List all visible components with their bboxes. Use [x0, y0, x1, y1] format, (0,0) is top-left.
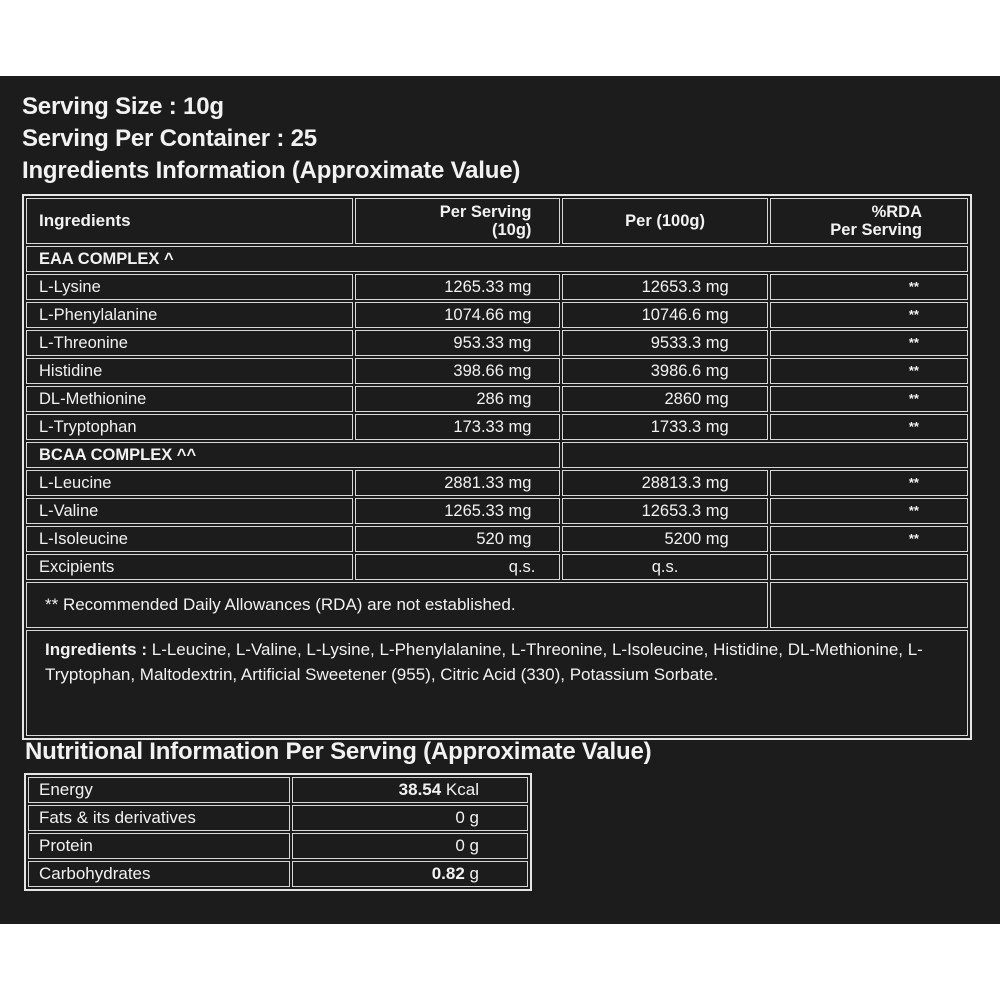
rda-value: **	[770, 302, 968, 328]
ingredient-name: L-Phenylalanine	[26, 302, 353, 328]
per-serving-value: 1265.33 mg	[355, 498, 560, 524]
rda-value: **	[770, 470, 968, 496]
group-label-bcaa: BCAA COMPLEX ^^	[26, 442, 560, 468]
rda-value: **	[770, 386, 968, 412]
ingredients-table	[22, 194, 972, 740]
nutrient-value-unit: g	[464, 808, 479, 827]
ingredients-list-row	[26, 630, 968, 736]
per-100g-value: 12653.3 mg	[562, 274, 767, 300]
group-row-bcaa	[26, 442, 968, 468]
ingredient-name: Excipients	[26, 554, 353, 580]
col-per-100g: Per (100g)	[562, 198, 767, 244]
per-serving-value: 2881.33 mg	[355, 470, 560, 496]
table-header-row	[26, 198, 968, 244]
col-per-serving	[355, 198, 560, 244]
per-100g-value: 5200 mg	[562, 526, 767, 552]
serving-per-container: Serving Per Container : 25	[22, 125, 317, 152]
ingredient-name: DL-Methionine	[26, 386, 353, 412]
rda-value-empty	[770, 554, 968, 580]
per-100g-value: 1733.3 mg	[562, 414, 767, 440]
per-100g-value: 28813.3 mg	[562, 470, 767, 496]
rda-value: **	[770, 414, 968, 440]
note-row	[26, 582, 968, 628]
table-row	[26, 330, 968, 356]
table-row	[26, 302, 968, 328]
rda-value: **	[770, 274, 968, 300]
table-row	[28, 805, 528, 831]
col-ingredients: Ingredients	[26, 198, 353, 244]
table-row	[26, 274, 968, 300]
per-serving-value: 173.33 mg	[355, 414, 560, 440]
ingredient-name: L-Leucine	[26, 470, 353, 496]
nutrient-value-number: 38.54	[398, 780, 442, 799]
table-row	[26, 526, 968, 552]
nutrient-value	[292, 805, 528, 831]
nutrient-name: Protein	[28, 833, 290, 859]
table-row	[26, 386, 968, 412]
per-serving-value: 1265.33 mg	[355, 274, 560, 300]
table-row	[28, 833, 528, 859]
nutrient-value-number: 0	[455, 836, 465, 855]
ingredient-name: L-Tryptophan	[26, 414, 353, 440]
per-serving-value: 953.33 mg	[355, 330, 560, 356]
rda-value: **	[770, 526, 968, 552]
col-rda-line1: %RDA	[871, 203, 922, 221]
nutrient-value-unit: Kcal	[441, 780, 479, 799]
nutrition-table	[24, 773, 532, 891]
ingredient-name: Histidine	[26, 358, 353, 384]
per-100g-value: 2860 mg	[562, 386, 767, 412]
per-100g-value: 12653.3 mg	[562, 498, 767, 524]
rda-value: **	[770, 358, 968, 384]
group-row-empty-cell	[562, 442, 968, 468]
table-row	[28, 861, 528, 887]
table-row	[26, 414, 968, 440]
ingredients-list-text: L-Leucine, L-Valine, L-Lysine, L-Phenylalanine, L-Threonine, L-Isoleucine, Histidine, DL-Methionine, L-Tryptophan, Maltodextrin, Artificial Sweetener (955), Citric Acid (330), Potassium Sorbate.	[45, 640, 923, 684]
table-row-excipients	[26, 554, 968, 580]
per-serving-value: q.s.	[355, 554, 560, 580]
nutrient-value	[292, 861, 528, 887]
nutrient-value	[292, 833, 528, 859]
per-serving-value: 286 mg	[355, 386, 560, 412]
table-row	[26, 358, 968, 384]
serving-size: Serving Size : 10g	[22, 93, 224, 120]
table-row	[26, 470, 968, 496]
per-100g-value: 3986.6 mg	[562, 358, 767, 384]
nutrient-name: Energy	[28, 777, 290, 803]
per-100g-value: 9533.3 mg	[562, 330, 767, 356]
nutrition-title: Nutritional Information Per Serving (Approximate Value)	[25, 738, 652, 765]
per-serving-value: 1074.66 mg	[355, 302, 560, 328]
col-rda-line2: Per Serving	[830, 221, 922, 239]
nutrient-value-unit: g	[464, 864, 479, 883]
ingredient-name: L-Lysine	[26, 274, 353, 300]
group-label-eaa: EAA COMPLEX ^	[26, 246, 968, 272]
ingredients-list	[26, 630, 968, 736]
ingredient-name: L-Valine	[26, 498, 353, 524]
ingredient-name: L-Threonine	[26, 330, 353, 356]
nutrient-value-number: 0	[455, 808, 465, 827]
note-empty-cell	[770, 582, 968, 628]
ingredient-name: L-Isoleucine	[26, 526, 353, 552]
per-100g-value: q.s.	[562, 554, 767, 580]
table-row	[28, 777, 528, 803]
nutrient-value-unit: g	[464, 836, 479, 855]
nutrient-value-number: 0.82	[431, 864, 465, 883]
col-per-serving-line2: (10g)	[491, 221, 532, 239]
per-100g-value: 10746.6 mg	[562, 302, 767, 328]
col-per-serving-line1: Per Serving	[439, 203, 532, 221]
per-serving-value: 398.66 mg	[355, 358, 560, 384]
col-rda	[770, 198, 968, 244]
table-row	[26, 498, 968, 524]
per-serving-value: 520 mg	[355, 526, 560, 552]
group-row-eaa	[26, 246, 968, 272]
ingredients-list-label: Ingredients :	[45, 640, 148, 659]
nutrient-name: Fats & its derivatives	[28, 805, 290, 831]
rda-value: **	[770, 498, 968, 524]
label-panel	[0, 76, 1000, 924]
nutrient-name: Carbohydrates	[28, 861, 290, 887]
nutrient-value	[292, 777, 528, 803]
rda-value: **	[770, 330, 968, 356]
rda-note: ** Recommended Daily Allowances (RDA) are not established.	[26, 582, 768, 628]
ingredients-title: Ingredients Information (Approximate Value)	[22, 157, 521, 184]
